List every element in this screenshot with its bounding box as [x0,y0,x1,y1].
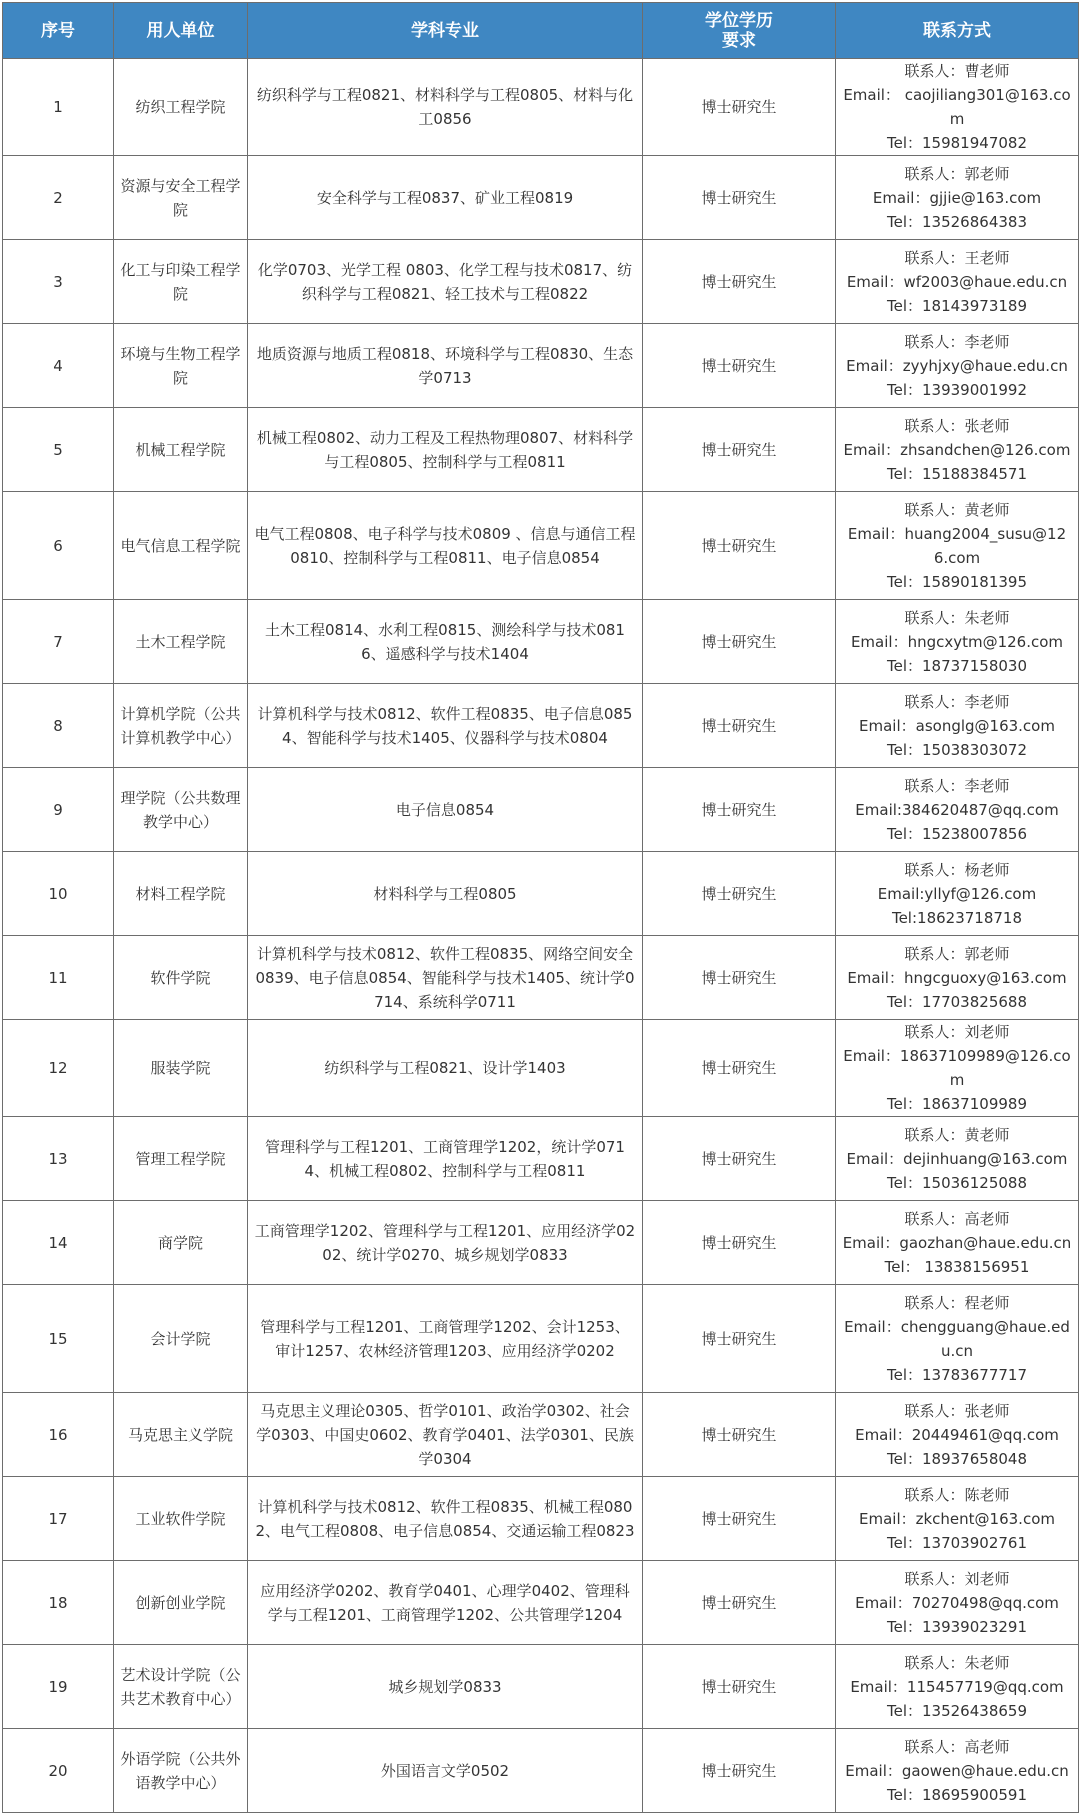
table-row [3,1393,1079,1477]
cell-contact [836,156,1079,240]
contact-person: 联系人：陈老师 [904,1485,1010,1504]
cell-major: 机械工程0802、动力工程及工程热物理0807、材料科学与工程0805、控制科学与工程0811 [248,408,643,492]
header-index: 序号 [3,3,114,59]
table-row [3,324,1079,408]
contact-email: Email：hngcguoxy@163.com [847,968,1067,987]
cell-degree: 博士研究生 [643,1285,836,1393]
contact-email: Email：zyyhjxy@haue.edu.cn [846,356,1068,375]
contact-person: 联系人：朱老师 [904,608,1010,627]
contact-person: 联系人：杨老师 [904,860,1010,879]
contact-person: 联系人：李老师 [904,692,1010,711]
table-row [3,492,1079,600]
cell-degree: 博士研究生 [643,1201,836,1285]
cell-contact [836,1285,1079,1393]
cell-contact [836,240,1079,324]
contact-email: Email:yllyf@126.com [877,884,1037,903]
table-row [3,156,1079,240]
header-unit: 用人单位 [114,3,248,59]
cell-major: 外国语言文学0502 [248,1729,643,1813]
cell-unit: 商学院 [114,1201,248,1285]
cell-major: 计算机科学与技术0812、软件工程0835、机械工程0802、电气工程0808、电子信息0854、交通运输工程0823 [248,1477,643,1561]
cell-index: 19 [3,1645,114,1729]
cell-index: 17 [3,1477,114,1561]
contact-tel: Tel：15036125088 [887,1173,1027,1192]
cell-degree: 博士研究生 [643,852,836,936]
table-row [3,1117,1079,1201]
header-contact: 联系方式 [836,3,1079,59]
cell-degree: 博士研究生 [643,600,836,684]
cell-unit: 计算机学院（公共计算机教学中心） [114,684,248,768]
cell-index: 18 [3,1561,114,1645]
cell-index: 7 [3,600,114,684]
contact-email: Email：gjjie@163.com [872,188,1042,207]
cell-contact [836,1645,1079,1729]
contact-tel: Tel：13526864383 [887,212,1027,231]
cell-degree: 博士研究生 [643,1561,836,1645]
cell-degree: 博士研究生 [643,1729,836,1813]
cell-index: 12 [3,1020,114,1117]
table-row [3,1201,1079,1285]
contact-email: Email：gaozhan@haue.edu.cn [842,1233,1072,1252]
header-row [3,3,1079,59]
cell-index: 13 [3,1117,114,1201]
cell-degree: 博士研究生 [643,1393,836,1477]
contact-email: Email：20449461@qq.com [855,1425,1059,1444]
contact-email: Email：115457719@qq.com [850,1677,1064,1696]
cell-contact [836,408,1079,492]
contact-tel: Tel：18737158030 [887,656,1027,675]
table-row [3,59,1079,156]
cell-degree: 博士研究生 [643,240,836,324]
cell-index: 9 [3,768,114,852]
contact-person: 联系人：王老师 [904,248,1010,267]
contact-email: Email：asonglg@163.com [859,716,1055,735]
cell-index: 10 [3,852,114,936]
cell-major: 化学0703、光学工程 0803、化学工程与技术0817、纺织科学与工程0821、轻工技术与工程0822 [248,240,643,324]
cell-contact [836,59,1079,156]
cell-major: 地质资源与地质工程0818、环境科学与工程0830、生态学0713 [248,324,643,408]
contact-tel: Tel：13703902761 [887,1533,1027,1552]
cell-unit: 机械工程学院 [114,408,248,492]
contact-email: Email：zkchent@163.com [859,1509,1055,1528]
cell-index: 16 [3,1393,114,1477]
table-row [3,1020,1079,1117]
contact-person: 联系人：张老师 [904,1401,1010,1420]
cell-unit: 资源与安全工程学院 [114,156,248,240]
table-row [3,600,1079,684]
cell-unit: 纺织工程学院 [114,59,248,156]
cell-major: 安全科学与工程0837、矿业工程0819 [248,156,643,240]
contact-tel: Tel：13939023291 [887,1617,1027,1636]
cell-unit: 理学院（公共数理教学中心） [114,768,248,852]
table-body [3,59,1079,1813]
contact-email: Email：hngcxytm@126.com [850,632,1064,651]
cell-unit: 环境与生物工程学院 [114,324,248,408]
contact-person: 联系人：高老师 [904,1737,1010,1756]
table-row [3,1729,1079,1813]
contact-email: Email：huang2004_susu@126.com [847,524,1067,567]
cell-contact [836,1393,1079,1477]
contact-person: 联系人：程老师 [904,1293,1010,1312]
cell-unit: 工业软件学院 [114,1477,248,1561]
contact-email: Email:384620487@qq.com [855,800,1059,819]
cell-degree: 博士研究生 [643,408,836,492]
contact-tel: Tel：13783677717 [887,1365,1027,1384]
cell-degree: 博士研究生 [643,1020,836,1117]
cell-major: 应用经济学0202、教育学0401、心理学0402、管理科学与工程1201、工商管理学1202、公共管理学1204 [248,1561,643,1645]
contact-tel: Tel：18937658048 [887,1449,1027,1468]
cell-contact [836,492,1079,600]
cell-unit: 材料工程学院 [114,852,248,936]
cell-contact [836,768,1079,852]
cell-major: 计算机科学与技术0812、软件工程0835、电子信息0854、智能科学与技术1405、仪器科学与技术0804 [248,684,643,768]
cell-contact [836,600,1079,684]
cell-contact [836,324,1079,408]
contact-person: 联系人：曹老师 [904,62,1010,80]
contact-email: Email：chengguang@haue.edu.cn [844,1317,1070,1360]
table-row [3,936,1079,1020]
contact-person: 联系人：刘老师 [904,1023,1010,1041]
cell-degree: 博士研究生 [643,1645,836,1729]
cell-degree: 博士研究生 [643,936,836,1020]
cell-index: 1 [3,59,114,156]
cell-contact [836,1729,1079,1813]
cell-unit: 外语学院（公共外语教学中心） [114,1729,248,1813]
contact-tel: Tel：13526438659 [887,1701,1027,1720]
contact-person: 联系人：黄老师 [904,500,1010,519]
cell-major: 马克思主义理论0305、哲学0101、政治学0302、社会学0303、中国史0602、教育学0401、法学0301、民族学0304 [248,1393,643,1477]
cell-unit: 管理工程学院 [114,1117,248,1201]
cell-index: 2 [3,156,114,240]
cell-degree: 博士研究生 [643,768,836,852]
cell-unit: 艺术设计学院（公共艺术教育中心） [114,1645,248,1729]
cell-contact [836,1201,1079,1285]
table-row [3,684,1079,768]
contact-email: Email：gaowen@haue.edu.cn [845,1761,1069,1780]
cell-unit: 会计学院 [114,1285,248,1393]
table-row [3,1645,1079,1729]
table-row [3,1477,1079,1561]
contact-person: 联系人：黄老师 [904,1125,1010,1144]
cell-index: 14 [3,1201,114,1285]
cell-degree: 博士研究生 [643,156,836,240]
cell-major: 电气工程0808、电子科学与技术0809 、信息与通信工程0810、控制科学与工程0811、电子信息0854 [248,492,643,600]
table-row [3,852,1079,936]
table-row [3,1561,1079,1645]
cell-degree: 博士研究生 [643,492,836,600]
cell-degree: 博士研究生 [643,684,836,768]
cell-contact [836,852,1079,936]
table-row [3,1285,1079,1393]
table-row [3,768,1079,852]
cell-contact [836,1117,1079,1201]
table-row [3,240,1079,324]
cell-major: 管理科学与工程1201、工商管理学1202，统计学0714、机械工程0802、控制科学与工程0811 [248,1117,643,1201]
contact-tel: Tel：15981947082 [887,134,1027,152]
cell-index: 6 [3,492,114,600]
cell-contact [836,1477,1079,1561]
contact-person: 联系人：朱老师 [904,1653,1010,1672]
header-degree: 学位学历 要求 [643,3,836,59]
cell-index: 5 [3,408,114,492]
contact-email: Email：wf2003@haue.edu.cn [846,272,1068,291]
cell-contact [836,1561,1079,1645]
contact-tel: Tel:18623718718 [891,908,1023,927]
cell-degree: 博士研究生 [643,1117,836,1201]
cell-index: 15 [3,1285,114,1393]
contact-email: Email：70270498@qq.com [855,1593,1059,1612]
cell-major: 纺织科学与工程0821、材料科学与工程0805、材料与化工0856 [248,59,643,156]
cell-index: 4 [3,324,114,408]
table-header [3,3,1079,59]
cell-unit: 创新创业学院 [114,1561,248,1645]
contact-person: 联系人：李老师 [904,776,1010,795]
cell-index: 20 [3,1729,114,1813]
contact-person: 联系人：郭老师 [904,944,1010,963]
cell-unit: 化工与印染工程学院 [114,240,248,324]
cell-degree: 博士研究生 [643,1477,836,1561]
cell-major: 计算机科学与技术0812、软件工程0835、网络空间安全0839、电子信息0854、智能科学与技术1405、统计学0714、系统科学0711 [248,936,643,1020]
cell-unit: 服装学院 [114,1020,248,1117]
cell-major: 材料科学与工程0805 [248,852,643,936]
recruitment-table [2,2,1079,1813]
cell-index: 3 [3,240,114,324]
contact-person: 联系人：高老师 [904,1209,1010,1228]
contact-person: 联系人：刘老师 [904,1569,1010,1588]
contact-email: Email：zhsandchen@126.com [843,440,1071,459]
contact-email: Email： caojiliang301@163.com [843,86,1071,128]
cell-unit: 土木工程学院 [114,600,248,684]
contact-person: 联系人：张老师 [904,416,1010,435]
contact-person: 联系人：李老师 [904,332,1010,351]
header-major: 学科专业 [248,3,643,59]
cell-contact [836,684,1079,768]
table-row [3,408,1079,492]
contact-tel: Tel：18143973189 [887,296,1027,315]
cell-major: 工商管理学1202、管理科学与工程1201、应用经济学0202、统计学0270、城乡规划学0833 [248,1201,643,1285]
contact-tel: Tel：18637109989 [887,1095,1027,1113]
cell-major: 电子信息0854 [248,768,643,852]
contact-tel: Tel：15038303072 [887,740,1027,759]
contact-tel: Tel：18695900591 [887,1785,1027,1804]
contact-email: Email：18637109989@126.com [843,1047,1071,1089]
cell-contact [836,1020,1079,1117]
cell-unit: 软件学院 [114,936,248,1020]
cell-degree: 博士研究生 [643,59,836,156]
cell-contact [836,936,1079,1020]
contact-tel: Tel： 13838156951 [884,1257,1030,1276]
cell-major: 土木工程0814、水利工程0815、测绘科学与技术0816、遥感科学与技术1404 [248,600,643,684]
contact-tel: Tel：13939001992 [887,380,1027,399]
contact-tel: Tel：15188384571 [887,464,1027,483]
contact-tel: Tel：17703825688 [887,992,1027,1011]
cell-major: 管理科学与工程1201、工商管理学1202、会计1253、审计1257、农林经济管理1203、应用经济学0202 [248,1285,643,1393]
contact-tel: Tel：15890181395 [887,572,1027,591]
contact-email: Email：dejinhuang@163.com [846,1149,1068,1168]
cell-unit: 马克思主义学院 [114,1393,248,1477]
contact-tel: Tel：15238007856 [887,824,1027,843]
cell-major: 城乡规划学0833 [248,1645,643,1729]
cell-unit: 电气信息工程学院 [114,492,248,600]
cell-degree: 博士研究生 [643,324,836,408]
cell-index: 8 [3,684,114,768]
cell-index: 11 [3,936,114,1020]
cell-major: 纺织科学与工程0821、设计学1403 [248,1020,643,1117]
contact-person: 联系人：郭老师 [904,164,1010,183]
